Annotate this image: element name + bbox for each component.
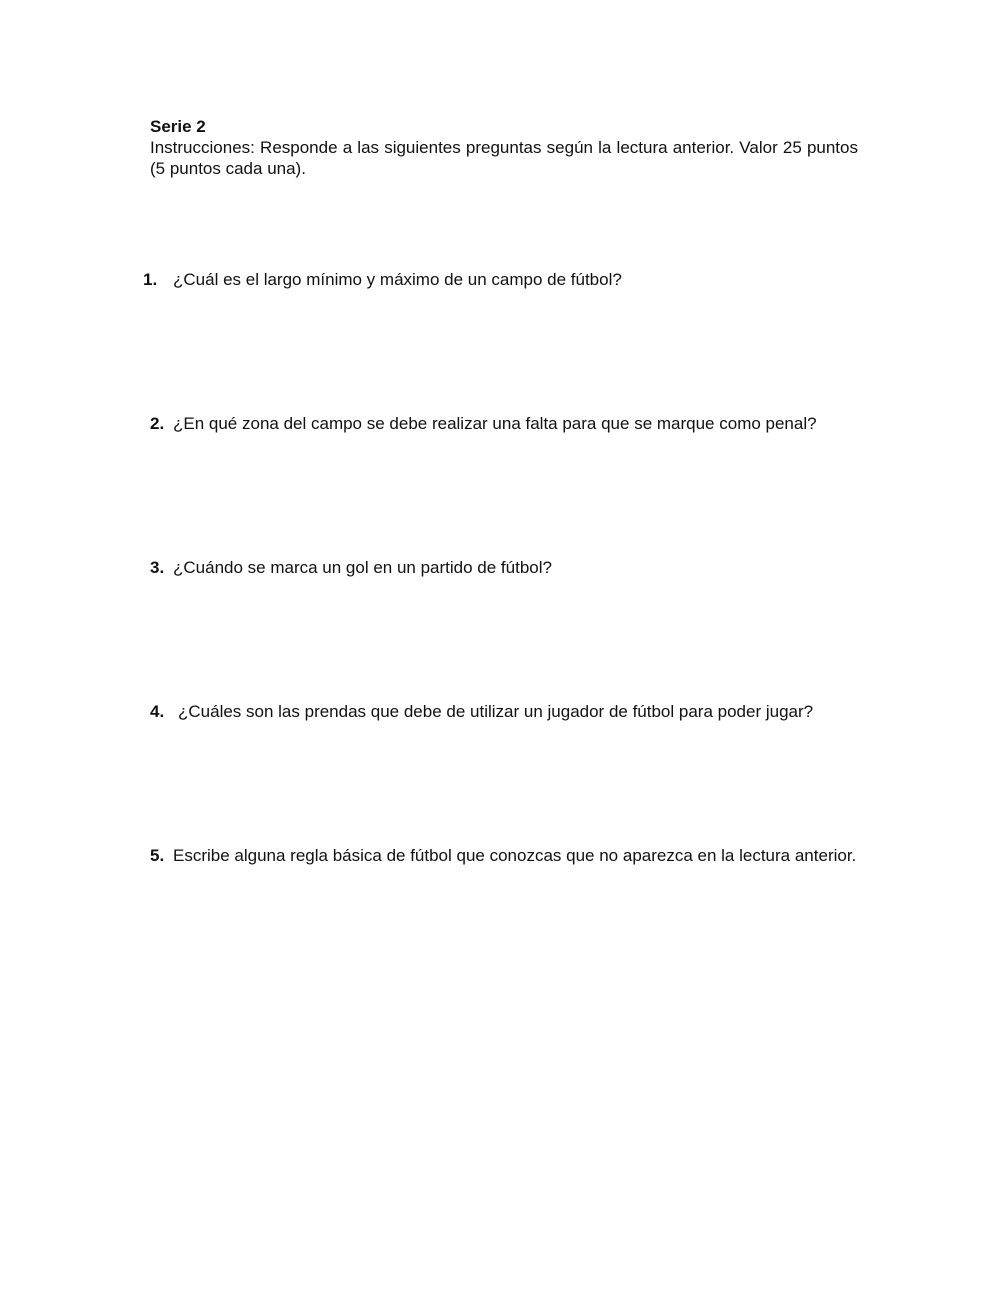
question-text: ¿Cuál es el largo mínimo y máximo de un campo de fútbol?	[173, 270, 622, 289]
question-2	[150, 413, 858, 434]
question-text: Escribe alguna regla básica de fútbol que conozcas que no aparezca en la lectura anterior.	[173, 846, 857, 865]
worksheet-header	[150, 116, 858, 179]
question-text: ¿Cuáles son las prendas que debe de utilizar un jugador de fútbol para poder jugar?	[178, 702, 814, 721]
question-text: ¿En qué zona del campo se debe realizar una falta para que se marque como penal?	[173, 414, 817, 433]
instructions-text: Instrucciones: Responde a las siguientes preguntas según la lectura anterior. Valor 25 puntos (5 puntos cada una).	[150, 138, 858, 178]
question-number: 3.	[150, 558, 165, 577]
question-text: ¿Cuándo se marca un gol en un partido de fútbol?	[173, 558, 552, 577]
question-number: 2.	[150, 414, 165, 433]
question-1	[143, 269, 858, 290]
question-3	[150, 557, 858, 578]
question-4	[150, 701, 858, 722]
question-5	[150, 845, 858, 866]
question-number: 4.	[150, 702, 165, 721]
serie-title: Serie 2	[150, 117, 206, 136]
question-number: 1.	[143, 270, 158, 289]
question-number: 5.	[150, 846, 165, 865]
